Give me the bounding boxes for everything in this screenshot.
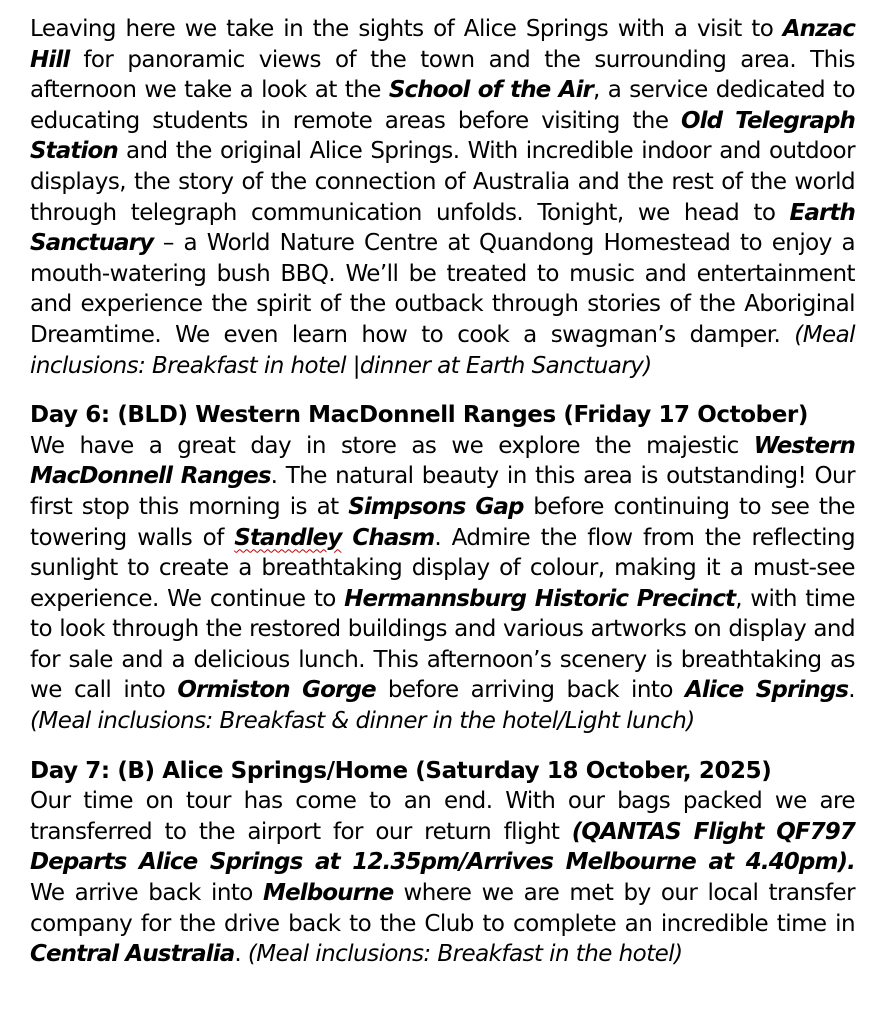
day6-text-1: We have a great day in store as we explore the majestic — [30, 432, 754, 459]
day6-heading: Day 6: (BLD) Western MacDonnell Ranges (Friday 17 October) — [30, 402, 808, 429]
day6-text-5: , with time to look through the restored buildings and various artworks on display and for sale and a delicious lunch. This afternoon’s scenery is breathtaking as we call into — [30, 585, 855, 704]
place-chasm: Chasm — [341, 524, 435, 551]
day6-text-2: . The natural beauty in this area is outstanding! Our first stop this morning is at — [30, 463, 855, 520]
intro-text-3: , a service dedicated to educating students in remote areas before visiting the — [30, 77, 855, 134]
day7-description — [30, 786, 855, 970]
day5-meal-inclusions: (Meal inclusions: Breakfast in hotel |dinner at Earth Sanctuary) — [30, 321, 855, 379]
day5-continuation-section — [30, 14, 855, 381]
place-melbourne: Melbourne — [263, 880, 394, 907]
place-ormiston-gorge: Ormiston Gorge — [177, 677, 376, 704]
place-school-of-the-air: School of the Air — [388, 77, 593, 104]
day6-section — [30, 400, 855, 737]
place-earth-sanctuary: Earth Sanctuary — [30, 199, 855, 257]
day6-meal-inclusions: (Meal inclusions: Breakfast & dinner in the hotel/Light lunch) — [30, 708, 695, 735]
place-western-macdonnell-ranges: Western MacDonnell Ranges — [30, 432, 855, 490]
day7-text-4: . — [234, 941, 248, 968]
day6-text-3: before continuing to see the towering walls of — [30, 493, 855, 551]
day6-text-4: . Admire the flow from the reflecting sunlight to create a breathtaking display of colour, making it a must-see experience. We continue to — [30, 524, 855, 612]
place-old-telegraph-station: Old Telegraph Station — [30, 107, 855, 165]
place-anzac-hill: Anzac Hill — [30, 16, 855, 73]
place-standley-spellcheck: Standley — [234, 524, 342, 551]
day6-text-7: . — [848, 677, 855, 704]
intro-text-4: and the original Alice Springs. With incredible indoor and outdoor displays, the story of the connection of Australia and the rest of the world through telegraph communication unfolds. Tonight, we head to — [30, 138, 855, 226]
place-hermannsburg-historic-precinct: Hermannsburg Historic Precinct — [344, 585, 736, 612]
intro-text-1: Leaving here we take in the sights of Alice Springs with a visit to — [30, 16, 783, 42]
day7-text-3: where we are met by our local transfer company for the drive back to the Club to complete an incredible time in — [30, 880, 855, 937]
flight-details: (QANTAS Flight QF797 Departs Alice Springs at 12.35pm/Arrives Melbourne at 4.40pm). — [30, 818, 856, 876]
intro-text-5: – a World Nature Centre at Quandong Homestead to enjoy a mouth-watering bush BBQ. We’ll be treated to music and entertainment and experience the spirit of the outback through stories of the Aboriginal Dreamtime. We even learn how to cook a swagman’s damper. — [30, 230, 855, 348]
day7-text-2: We arrive back into — [30, 880, 264, 907]
day7-meal-inclusions: (Meal inclusions: Breakfast in the hotel) — [247, 941, 683, 968]
day6-description — [30, 431, 855, 737]
day6-text-6: before arriving back into — [375, 677, 685, 704]
place-central-australia: Central Australia — [30, 941, 235, 968]
place-simpsons-gap: Simpsons Gap — [348, 493, 524, 520]
day7-section — [30, 756, 855, 970]
day5-description — [30, 14, 855, 381]
day7-text-1: Our time on tour has come to an end. With our bags packed we are transferred to the airport for our return flight — [30, 788, 855, 845]
day7-heading: Day 7: (B) Alice Springs/Home (Saturday 18 October, 2025) — [30, 757, 772, 784]
place-alice-springs: Alice Springs — [685, 677, 849, 704]
intro-text-2: for panoramic views of the town and the surrounding area. This afternoon we take a look at the — [30, 46, 855, 104]
